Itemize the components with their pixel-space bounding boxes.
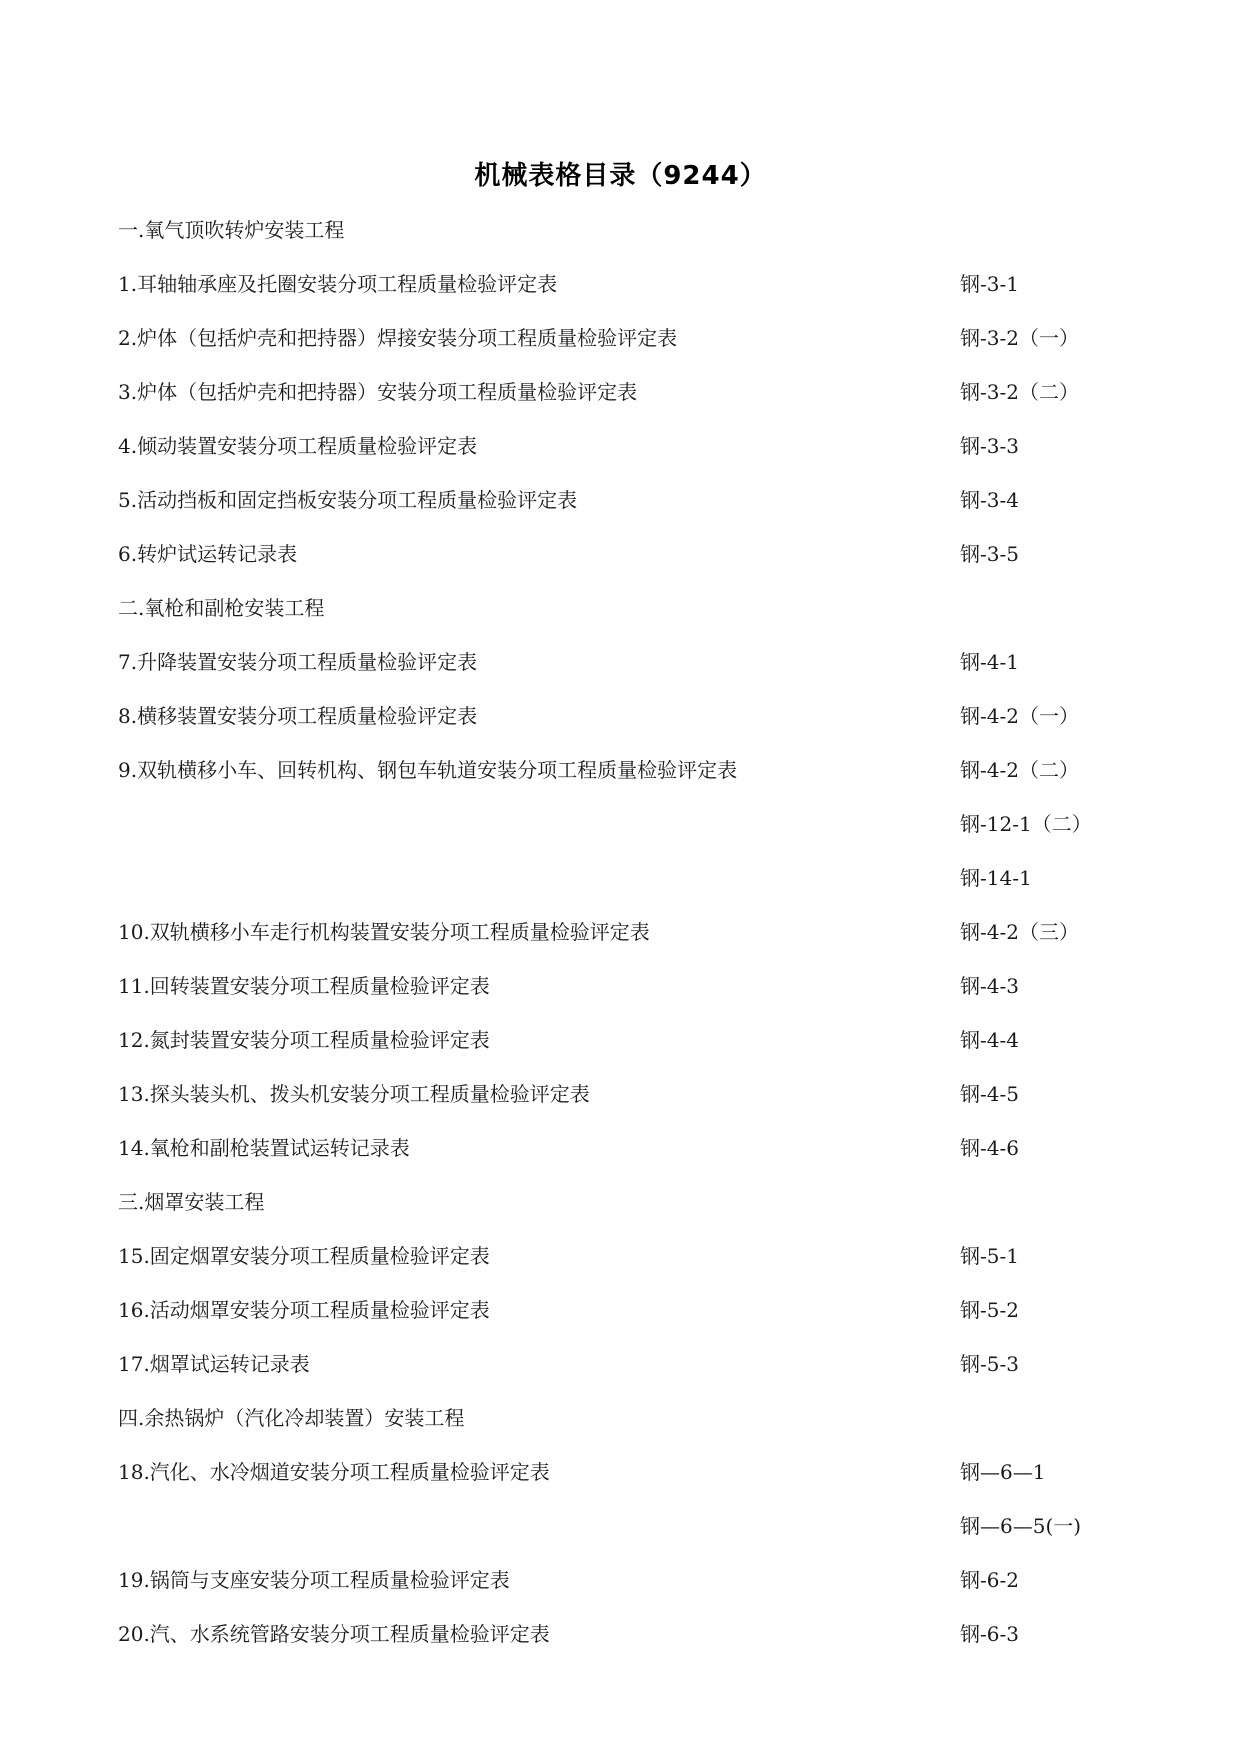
toc-label: 13.探头装头机、拨头机安装分项工程质量检验评定表 <box>118 1082 590 1106</box>
toc-label: 20.汽、水系统管路安装分项工程质量检验评定表 <box>118 1622 550 1646</box>
toc-row <box>118 536 1128 590</box>
toc-row <box>118 1616 1128 1670</box>
toc-row <box>118 644 1128 698</box>
toc-code: 钢-4-5 <box>960 1082 1019 1106</box>
toc-code: 钢-3-2（二） <box>960 380 1079 404</box>
toc-code: 钢-3-3 <box>960 434 1019 458</box>
toc-code: 钢-3-4 <box>960 488 1019 512</box>
toc-label: 17.烟罩试运转记录表 <box>118 1352 310 1376</box>
toc-row <box>118 698 1128 752</box>
toc-code: 钢-4-1 <box>960 650 1019 674</box>
toc-label: 6.转炉试运转记录表 <box>118 542 298 566</box>
toc-row <box>118 266 1128 320</box>
toc-code: 钢-5-2 <box>960 1298 1019 1322</box>
toc-code: 钢—6—5(一) <box>960 1514 1082 1538</box>
toc-code: 钢-4-4 <box>960 1028 1019 1052</box>
toc-row <box>118 428 1128 482</box>
toc-label: 10.双轨横移小车走行机构装置安装分项工程质量检验评定表 <box>118 920 650 944</box>
toc-label: 四.余热锅炉（汽化冷却装置）安装工程 <box>118 1406 465 1430</box>
toc-row <box>118 1184 1128 1238</box>
toc-label: 4.倾动装置安装分项工程质量检验评定表 <box>118 434 478 458</box>
table-of-contents <box>118 212 1128 1670</box>
toc-code: 钢-12-1（二） <box>960 812 1092 836</box>
toc-row <box>118 1022 1128 1076</box>
toc-row <box>118 806 1128 860</box>
toc-row <box>118 1454 1128 1508</box>
toc-row <box>118 320 1128 374</box>
toc-code: 钢—6—1 <box>960 1460 1046 1484</box>
toc-code: 钢-14-1 <box>960 866 1032 890</box>
toc-row <box>118 1400 1128 1454</box>
toc-row <box>118 1076 1128 1130</box>
toc-label: 3.炉体（包括炉壳和把持器）安装分项工程质量检验评定表 <box>118 380 638 404</box>
toc-label: 14.氧枪和副枪装置试运转记录表 <box>118 1136 410 1160</box>
toc-row <box>118 968 1128 1022</box>
toc-label: 19.锅筒与支座安装分项工程质量检验评定表 <box>118 1568 510 1592</box>
toc-label: 2.炉体（包括炉壳和把持器）焊接安装分项工程质量检验评定表 <box>118 326 678 350</box>
toc-code: 钢-4-2（一） <box>960 704 1079 728</box>
toc-row <box>118 1130 1128 1184</box>
toc-row <box>118 374 1128 428</box>
toc-label: 二.氧枪和副枪安装工程 <box>118 596 325 620</box>
toc-label: 7.升降装置安装分项工程质量检验评定表 <box>118 650 478 674</box>
toc-label: 9.双轨横移小车、回转机构、钢包车轨道安装分项工程质量检验评定表 <box>118 758 738 782</box>
toc-label: 12.氮封装置安装分项工程质量检验评定表 <box>118 1028 490 1052</box>
toc-label: 三.烟罩安装工程 <box>118 1190 265 1214</box>
toc-label: 15.固定烟罩安装分项工程质量检验评定表 <box>118 1244 490 1268</box>
toc-row <box>118 914 1128 968</box>
toc-code: 钢-6-2 <box>960 1568 1019 1592</box>
toc-row <box>118 590 1128 644</box>
toc-code: 钢-4-6 <box>960 1136 1019 1160</box>
toc-row <box>118 1346 1128 1400</box>
toc-row <box>118 1292 1128 1346</box>
toc-label: 5.活动挡板和固定挡板安装分项工程质量检验评定表 <box>118 488 578 512</box>
toc-label: 1.耳轴轴承座及托圈安装分项工程质量检验评定表 <box>118 272 558 296</box>
toc-label: 11.回转装置安装分项工程质量检验评定表 <box>118 974 490 998</box>
toc-row <box>118 212 1128 266</box>
toc-row <box>118 1508 1128 1562</box>
toc-label: 18.汽化、水冷烟道安装分项工程质量检验评定表 <box>118 1460 550 1484</box>
toc-row <box>118 1562 1128 1616</box>
toc-code: 钢-5-1 <box>960 1244 1019 1268</box>
toc-label: 16.活动烟罩安装分项工程质量检验评定表 <box>118 1298 490 1322</box>
toc-label: 一.氧气顶吹转炉安装工程 <box>118 218 345 242</box>
toc-code: 钢-3-1 <box>960 272 1019 296</box>
toc-row <box>118 482 1128 536</box>
toc-code: 钢-4-2（三） <box>960 920 1079 944</box>
page-title: 机械表格目录（9244） <box>474 161 767 191</box>
toc-row <box>118 860 1128 914</box>
toc-code: 钢-3-5 <box>960 542 1019 566</box>
toc-label: 8.横移装置安装分项工程质量检验评定表 <box>118 704 478 728</box>
toc-code: 钢-4-3 <box>960 974 1019 998</box>
toc-row <box>118 1238 1128 1292</box>
toc-code: 钢-6-3 <box>960 1622 1019 1646</box>
toc-code: 钢-5-3 <box>960 1352 1019 1376</box>
toc-code: 钢-4-2（二） <box>960 758 1079 782</box>
toc-code: 钢-3-2（一） <box>960 326 1079 350</box>
toc-row <box>118 752 1128 806</box>
